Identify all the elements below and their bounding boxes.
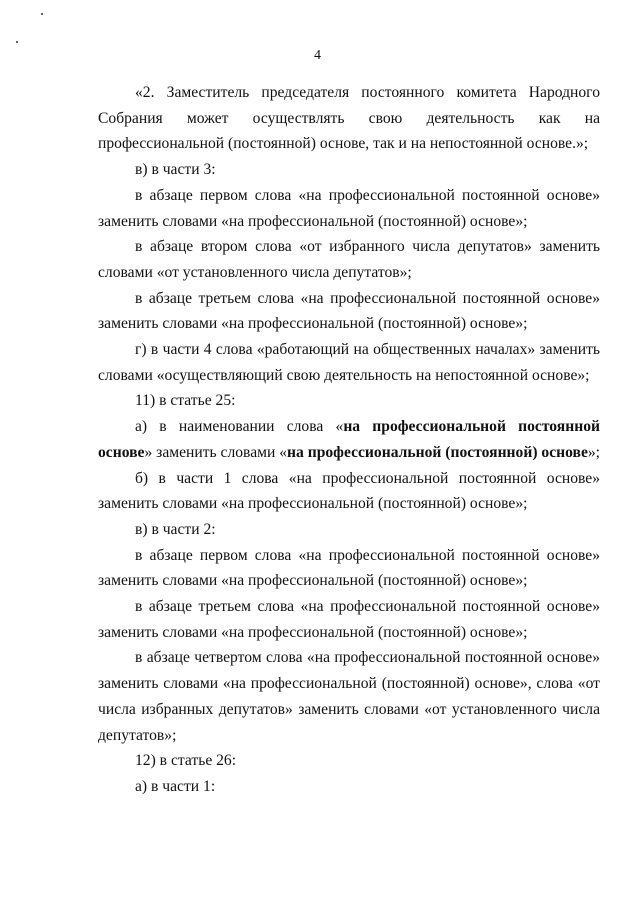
paragraph: г) в части 4 слова «работающий на общественных началах» заменить словами «осуществляющий свою деятельность на непостоянной основе»;	[98, 341, 600, 384]
paragraph: 11) в статье 25:	[135, 392, 236, 410]
paragraph: 12) в статье 26:	[135, 752, 237, 770]
paragraph: в абзаце третьем слова «на профессиональной постоянной основе» заменить словами «на профессиональной (постоянной) основе»;	[98, 598, 600, 641]
scan-speck	[41, 13, 43, 15]
page-number: 4	[314, 48, 321, 63]
paragraph: б) в части 1 слова «на профессиональной постоянной основе» заменить словами «на профессиональной (постоянной) основе»;	[98, 469, 600, 513]
paragraph-bold-mixed: а) в наименовании слова «на профессиональной постоянной основе» заменить словами «на профессиональной (постоянной) основе»;	[98, 418, 601, 461]
document-body	[98, 80, 600, 800]
paragraph: в абзаце первом слова «на профессиональной постоянной основе» заменить словами «на профессиональной (постоянной) основе»;	[98, 546, 600, 590]
paragraph: в) в части 3:	[135, 161, 216, 179]
paragraph: в абзаце первом слова «на профессиональной постоянной основе» заменить словами «на профессиональной (постоянной) основе»;	[98, 186, 600, 230]
paragraph: а) в части 1:	[135, 777, 216, 795]
paragraph: в абзаце третьем слова «на профессиональной постоянной основе» заменить словами «на профессиональной (постоянной) основе»;	[98, 289, 600, 333]
scan-speck	[16, 41, 18, 43]
paragraph: в абзаце четвертом слова «на профессиональной постоянной основе» заменить словами «на профессиональной (постоянной) основе», слова «от числа избранных депутатов» заменить словами «от установленного числа депутатов»;	[98, 649, 600, 744]
paragraph: в) в части 2:	[135, 520, 216, 538]
paragraph: в абзаце втором слова «от избранного числа депутатов» заменить словами «от установленного числа депутатов»;	[98, 238, 600, 281]
paragraph: «2. Заместитель председателя постоянного комитета Народного Собрания может осуществлять свою деятельность как на профессиональной (постоянной) основе, так и на непостоянной основе.»;	[98, 84, 600, 153]
